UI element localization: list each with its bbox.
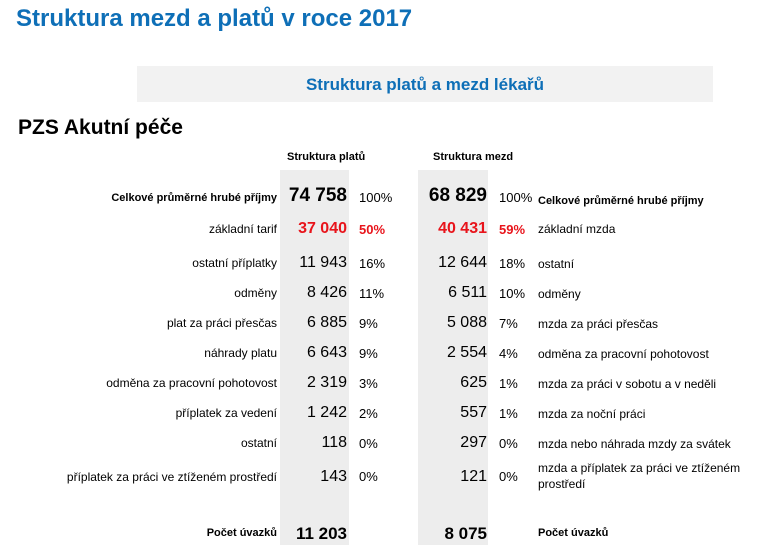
row-left-label: odměny (234, 286, 277, 300)
row-wage-pct: 0% (499, 436, 518, 451)
page-title: Struktura mezd a platů v roce 2017 (16, 5, 413, 32)
row-right-label: mzda a příplatek za práci ve ztíženém prostředí (538, 461, 741, 491)
row-right-label: ostatní (538, 257, 575, 271)
row-salary-value: 143 (320, 468, 347, 485)
fte-wage-value: 8 075 (444, 524, 487, 543)
row-right-label: odměny (538, 287, 581, 301)
row-wage-pct: 10% (499, 286, 526, 301)
row-right-label: mzda za práci v sobotu a v neděli (538, 377, 717, 391)
row-wage-pct: 1% (499, 376, 518, 391)
row-salary-pct: 16% (359, 256, 386, 271)
row-salary-pct: 0% (359, 469, 378, 484)
row-right-label: mzda za práci přesčas (538, 317, 659, 331)
row-wage-value: 40 431 (438, 220, 487, 237)
subtitle-banner (137, 66, 713, 102)
total-salary-value: 74 758 (288, 185, 347, 206)
row-salary-pct: 3% (359, 376, 378, 391)
row-left-label: příplatek za práci ve ztíženém prostředí (66, 470, 277, 484)
row-salary-value: 118 (321, 434, 347, 451)
total-right-label: Celkové průměrné hrubé příjmy (538, 195, 704, 207)
row-wage-value: 625 (460, 374, 487, 391)
row-wage-value: 297 (460, 434, 487, 451)
row-wage-pct: 18% (499, 256, 526, 271)
row-wage-pct: 7% (499, 316, 518, 331)
row-left-label: odměna za pracovní pohotovost (106, 376, 277, 390)
salary-structure-header: Struktura platů (287, 151, 366, 163)
row-left-label: ostatní příplatky (192, 256, 277, 270)
row-right-label: základní mzda (538, 222, 616, 236)
row-right-label: mzda za noční práci (538, 407, 646, 421)
fte-left-label: Počet úvazků (206, 527, 277, 539)
row-left-label: plat za práci přesčas (166, 316, 277, 330)
row-salary-value: 1 242 (306, 404, 347, 421)
total-salary-pct: 100% (359, 190, 393, 205)
wage-structure-header: Struktura mezd (433, 151, 514, 163)
row-salary-pct: 9% (359, 346, 378, 361)
row-salary-value: 37 040 (298, 220, 347, 237)
total-left-label: Celkové průměrné hrubé příjmy (111, 192, 277, 204)
row-wage-pct: 0% (499, 469, 518, 484)
row-salary-value: 6 885 (306, 314, 347, 331)
row-salary-value: 8 426 (306, 284, 347, 301)
row-left-label: příplatek za vedení (175, 406, 277, 420)
row-left-label: ostatní (240, 436, 277, 450)
row-wage-value: 6 511 (448, 284, 487, 301)
row-salary-value: 11 943 (299, 254, 347, 271)
row-wage-value: 121 (460, 468, 487, 485)
row-wage-value: 557 (460, 404, 487, 421)
banner-title: Struktura platů a mezd lékařů (305, 75, 545, 94)
row-right-label: mzda nebo náhrada mzdy za svátek (538, 437, 731, 451)
row-salary-value: 2 319 (306, 374, 347, 391)
row-salary-pct: 11% (359, 286, 385, 301)
row-wage-value: 2 554 (446, 344, 487, 361)
row-wage-pct: 1% (499, 406, 518, 421)
row-salary-pct: 2% (359, 406, 378, 421)
row-left-label: základní tarif (208, 222, 277, 236)
row-salary-pct: 0% (359, 436, 378, 451)
row-salary-pct: 50% (359, 222, 386, 237)
row-wage-value: 5 088 (446, 314, 487, 331)
total-wage-value: 68 829 (428, 185, 487, 206)
fte-salary-value: 11 203 (295, 524, 347, 543)
row-left-label: náhrady platu (204, 346, 277, 360)
row-right-label: odměna za pracovní pohotovost (538, 347, 709, 361)
row-wage-pct: 4% (499, 346, 518, 361)
total-wage-pct: 100% (499, 190, 533, 205)
section-heading: PZS Akutní péče (18, 116, 183, 139)
fte-right-label: Počet úvazků (538, 527, 609, 539)
row-wage-pct: 59% (499, 222, 526, 237)
row-salary-pct: 9% (359, 316, 378, 331)
row-wage-value: 12 644 (438, 254, 487, 271)
row-salary-value: 6 643 (306, 344, 347, 361)
